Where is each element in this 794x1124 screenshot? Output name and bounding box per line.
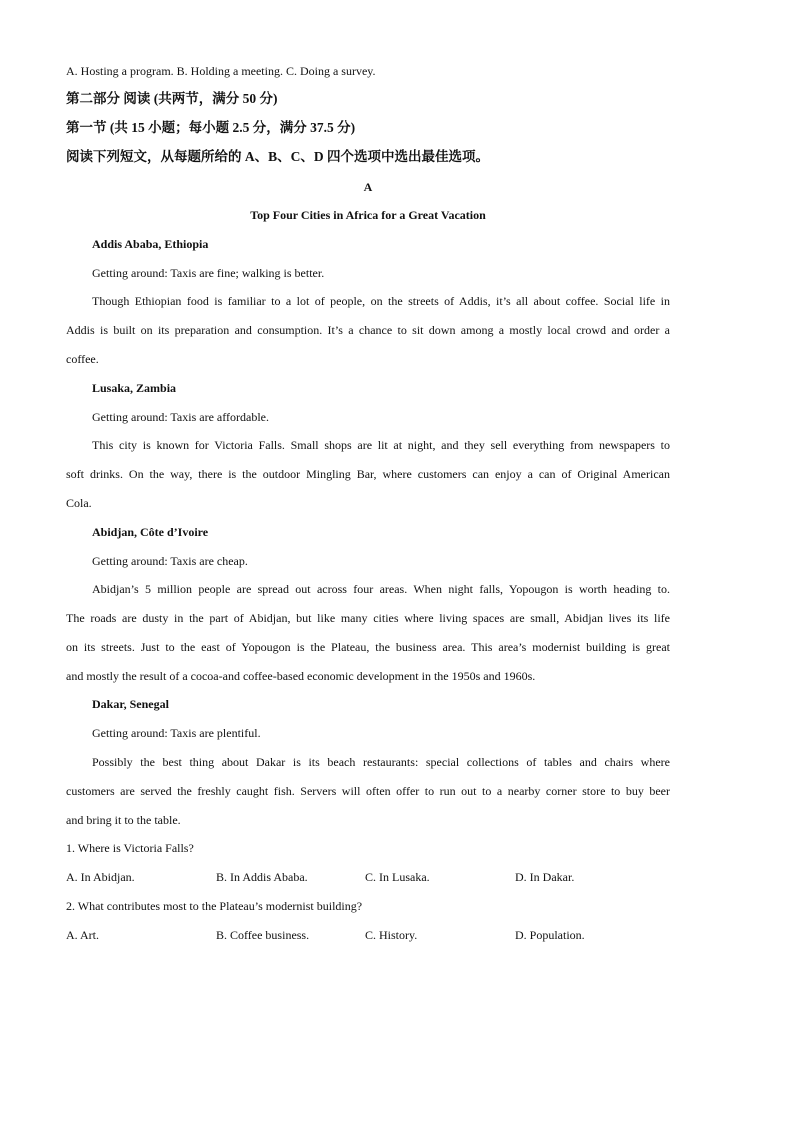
prev-question-options: A. Hosting a program. B. Holding a meeting. C. Doing a survey. [66,64,376,78]
paragraph-line: on its streets. Just to the east of Yopougon is the Plateau, the business area. This area’s modernist building is great [66,640,670,654]
paragraph-line: coffee. [66,352,99,366]
part-title: 第二部分 阅读 (共两节，满分 50 分) [66,91,278,106]
paragraph-line: and bring it to the table. [66,813,181,827]
city-heading: Addis Ababa, Ethiopia [92,237,209,251]
city-heading: Abidjan, Côte d’Ivoire [92,525,209,539]
paragraph-line: Though Ethiopian food is familiar to a lot of people, on the streets of Addis, it’s all about coffee. Social life in [92,294,670,308]
paragraph-line: Possibly the best thing about Dakar is its beach restaurants: special collections of tables and chairs where [92,755,670,769]
paragraph-line: soft drinks. On the way, there is the outdoor Mingling Bar, where customers can enjoy a can of Original American [66,467,670,481]
option-a[interactable]: A. In Abidjan. [66,870,135,884]
paragraph-line: and mostly the result of a cocoa-and coffee-based economic development in the 1950s and 1960s. [66,669,536,683]
paragraph-line: customers are served the freshly caught fish. Servers will often offer to run out to a nearby corner store to buy beer [66,784,670,798]
option-a[interactable]: A. Art. [66,928,99,942]
city-heading: Dakar, Senegal [92,697,169,711]
getting-around: Getting around: Taxis are plentiful. [92,726,261,740]
option-b[interactable]: B. In Addis Ababa. [216,870,308,884]
option-b[interactable]: B. Coffee business. [216,928,310,942]
option-c[interactable]: C. History. [365,928,418,942]
option-d[interactable]: D. In Dakar. [515,870,575,884]
paragraph-line: Abidjan’s 5 million people are spread out across four areas. When night falls, Yopougon is worth heading to. [92,582,670,596]
subsection-title: 第一节 (共 15 小题；每小题 2.5 分，满分 37.5 分) [66,120,356,135]
paragraph-line: Cola. [66,496,92,510]
question-stem: 2. What contributes most to the Plateau’s modernist building? [66,899,363,913]
option-d[interactable]: D. Population. [515,928,585,942]
paragraph-line: Addis is built on its preparation and consumption. It’s a chance to sit down among a mostly local crowd and order a [66,323,670,337]
city-heading: Lusaka, Zambia [92,381,177,395]
getting-around: Getting around: Taxis are affordable. [92,410,269,424]
option-c[interactable]: C. In Lusaka. [365,870,430,884]
passage-letter: A [363,180,373,194]
getting-around: Getting around: Taxis are fine; walking is better. [92,266,325,280]
passage-title: Top Four Cities in Africa for a Great Vacation [250,208,486,222]
paragraph-line: The roads are dusty in the part of Abidjan, but like many cities where living spaces are small, Abidjan lives its life [66,611,670,625]
question-stem: 1. Where is Victoria Falls? [66,841,194,855]
paragraph-line: This city is known for Victoria Falls. Small shops are lit at night, and they sell everything from newspapers to [92,438,670,452]
getting-around: Getting around: Taxis are cheap. [92,554,248,568]
instructions: 阅读下列短文，从每题所给的 A、B、C、D 四个选项中选出最佳选项。 [66,149,490,164]
